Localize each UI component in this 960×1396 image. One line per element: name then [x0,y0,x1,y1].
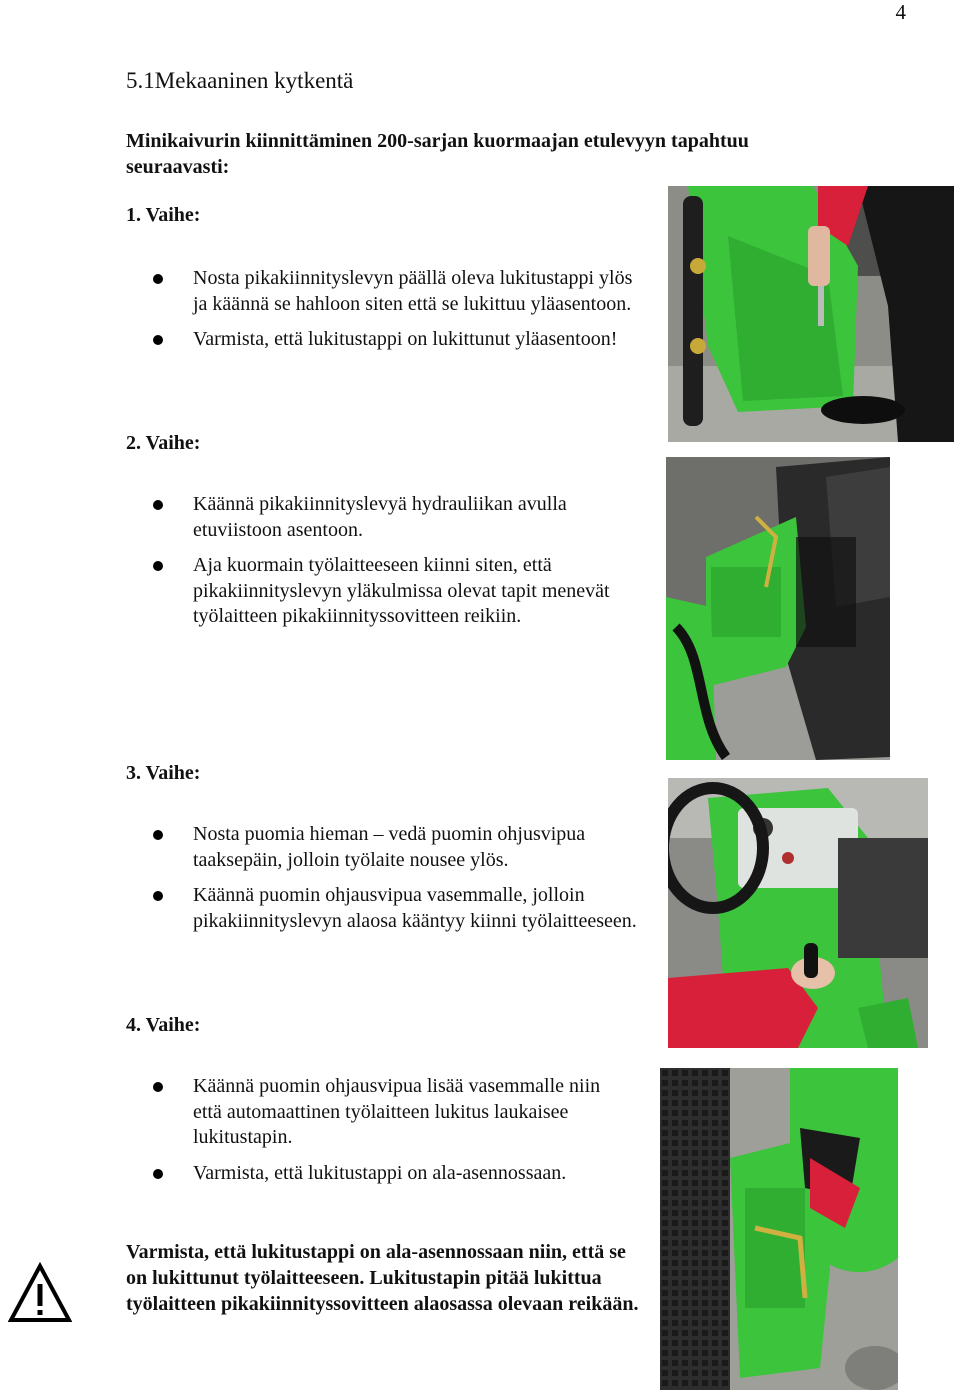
bullet-icon [153,1082,163,1092]
step-1-list [150,266,650,363]
list-item: Nosta puomia hieman – vedä puomin ohjusvipua taaksepäin, jolloin työlaite nousee ylös. [150,822,650,873]
list-item: Käännä puomin ohjausvipua vasemmalle, jolloin pikakiinnityslevyn alaosa kääntyy kiinni työlaitteeseen. [150,883,650,934]
warning-text: Varmista, että lukitustappi on ala-asennossaan niin, että se on lukittunut työlaitteeseen. Lukitustapin pitää lukittua työlaitteen pikakiinnityssovitteen alaosassa olevaan reikään. [126,1241,639,1315]
bullet-icon [153,1169,163,1179]
photo-step-1 [668,186,954,442]
section-heading: 5.1Mekaaninen kytkentä [126,68,354,93]
photo-step-3 [668,778,928,1048]
list-item: Käännä pikakiinnityslevyä hydrauliikan avulla etuviistoon asentoon. [150,492,650,543]
step-2-list [150,492,650,640]
bullet-icon [153,274,163,284]
bullet-icon [153,891,163,901]
step-2-title: 2. Vaihe: [126,432,201,454]
step-1-title: 1. Vaihe: [126,204,201,226]
list-item: Käännä puomin ohjausvipua lisää vasemmalle niin että automaattinen työlaitteen lukitus laukaisee lukitustapin. [150,1074,630,1151]
bullet-icon [153,561,163,571]
bullet-icon [153,830,163,840]
step-4-list [150,1074,630,1196]
bullet-icon [153,335,163,345]
page-number: 4 [895,0,906,24]
list-item: Nosta pikakiinnityslevyn päällä oleva lukitustappi ylös ja käännä se hahloon siten että se lukittuu yläasentoon. [150,266,650,317]
step-3-title: 3. Vaihe: [126,762,201,784]
bullet-icon [153,500,163,510]
list-item: Varmista, että lukitustappi on lukittunut yläasentoon! [150,327,650,353]
step-4-title: 4. Vaihe: [126,1014,201,1036]
step-3-list [150,822,650,944]
photo-step-4 [660,1068,898,1390]
warning-triangle-icon [8,1262,72,1326]
list-item: Varmista, että lukitustappi on ala-asennossaan. [150,1161,630,1187]
list-item: Aja kuormain työlaitteeseen kiinni siten, että pikakiinnityslevyn yläkulmissa olevat tapit menevät työlaitteen pikakiinnityssovitteen reikiin. [150,553,650,630]
photo-step-2 [666,457,890,760]
intro-paragraph: Minikaivurin kiinnittäminen 200-sarjan kuormaajan etulevyyn tapahtuu seuraavasti: [126,130,749,178]
